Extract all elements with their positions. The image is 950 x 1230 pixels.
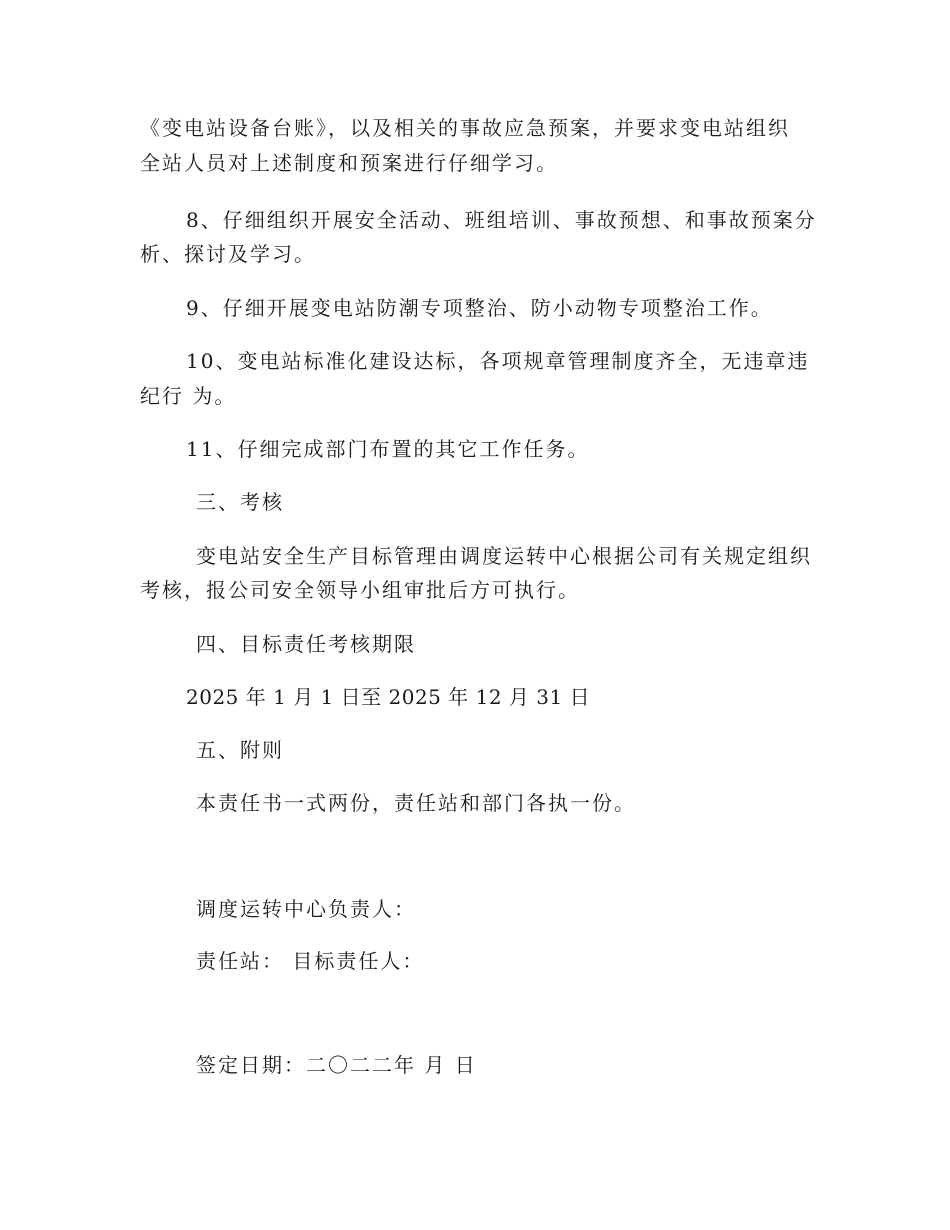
signature-center-head: 调度运转中心负责人： (196, 897, 416, 921)
item-10-line-1: 10、变电站标准化建设达标，各项规章管理制度齐全，无违章违 (186, 349, 810, 373)
period-dates: 2025 年 1 月 1 日至 2025 年 12 月 31 日 (186, 685, 591, 709)
item-11: 11、仔细完成部门布置的其它工作任务。 (186, 437, 590, 461)
item-9: 9、仔细开展变电站防潮专项整治、防小动物专项整治工作。 (186, 296, 773, 320)
text-line-1: 《变电站设备台账》，以及相关的事故应急预案，并要求变电站组织 (140, 116, 790, 140)
item-10-line-2: 纪行 为。 (140, 384, 237, 408)
assessment-line-2: 考核，报公司安全领导小组审批后方可执行。 (140, 578, 580, 602)
section-heading-appendix: 五、附则 (196, 738, 284, 762)
assessment-line-1: 变电站安全生产目标管理由调度运转中心根据公司有关规定组织 (196, 544, 812, 568)
appendix-text: 本责任书一式两份，责任站和部门各执一份。 (196, 791, 636, 815)
item-8-line-2: 析、探讨及学习。 (140, 242, 316, 266)
text-line-2: 全站人员对上述制度和预案进行仔细学习。 (140, 151, 558, 175)
section-heading-assessment: 三、考核 (196, 490, 284, 514)
signature-station: 责任站： 目标责任人： (196, 949, 425, 973)
section-heading-period: 四、目标责任考核期限 (196, 632, 416, 656)
signing-date: 签定日期：二〇二二年 月 日 (196, 1053, 477, 1077)
item-8-line-1: 8、仔细组织开展安全活动、班组培训、事故预想、和事故预案分 (186, 208, 817, 232)
